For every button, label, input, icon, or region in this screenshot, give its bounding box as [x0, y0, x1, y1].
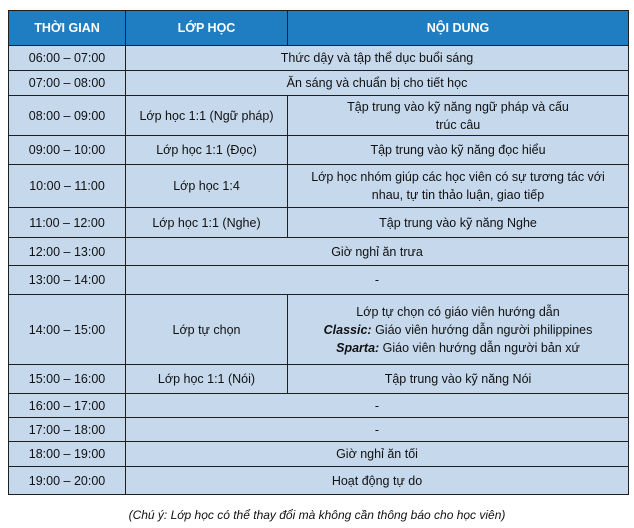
time-cell: 16:00 – 17:00	[9, 394, 126, 418]
class-cell: Lớp học 1:1 (Đọc)	[126, 136, 288, 165]
content-cell: Giờ nghỉ ăn trưa	[126, 238, 629, 266]
table-header-row	[9, 11, 629, 46]
time-cell: 17:00 – 18:00	[9, 418, 126, 442]
header-class: LỚP HỌC	[126, 11, 288, 46]
table-row	[9, 394, 629, 418]
table-row	[9, 96, 629, 136]
content-cell: Tập trung vào kỹ năng Nói	[288, 365, 629, 394]
time-cell: 19:00 – 20:00	[9, 467, 126, 495]
time-cell: 08:00 – 09:00	[9, 96, 126, 136]
content-line: Lớp tự chọn có giáo viên hướng dẫn	[356, 304, 560, 319]
table-row	[9, 208, 629, 238]
class-cell: Lớp học 1:1 (Nghe)	[126, 208, 288, 238]
class-cell: Lớp tự chọn	[126, 295, 288, 365]
time-cell: 13:00 – 14:00	[9, 266, 126, 295]
sparta-label: Sparta:	[336, 340, 380, 355]
content-cell: Ăn sáng và chuẩn bị cho tiết học	[126, 71, 629, 96]
time-cell: 10:00 – 11:00	[9, 165, 126, 208]
content-line: Tập trung vào kỹ năng ngữ pháp và cấu	[347, 99, 569, 114]
table-row	[9, 136, 629, 165]
table-row	[9, 442, 629, 467]
header-content: NỘI DUNG	[288, 11, 629, 46]
class-cell: Lớp học 1:4	[126, 165, 288, 208]
time-cell: 12:00 – 13:00	[9, 238, 126, 266]
time-cell: 15:00 – 16:00	[9, 365, 126, 394]
content-cell	[288, 96, 629, 136]
time-cell: 14:00 – 15:00	[9, 295, 126, 365]
time-cell: 18:00 – 19:00	[9, 442, 126, 467]
content-cell	[288, 165, 629, 208]
content-cell: Hoạt động tự do	[126, 467, 629, 495]
table-row	[9, 238, 629, 266]
class-cell: Lớp học 1:1 (Nói)	[126, 365, 288, 394]
classic-label: Classic:	[323, 322, 372, 337]
table-row	[9, 165, 629, 208]
table-row	[9, 71, 629, 96]
header-time: THỜI GIAN	[9, 11, 126, 46]
table-row	[9, 467, 629, 495]
sparta-text: Giáo viên hướng dẫn người bản xứ	[379, 340, 580, 355]
content-line: Lớp học nhóm giúp các học viên có sự tương tác với	[311, 170, 605, 184]
content-line: nhau, tự tin thảo luận, giao tiếp	[371, 188, 545, 202]
table-row	[9, 46, 629, 71]
table-row	[9, 418, 629, 442]
content-cell: -	[126, 394, 629, 418]
footnote: (Chú ý: Lớp học có thể thay đổi mà không cần thông báo cho học viên)	[128, 508, 506, 522]
time-cell: 06:00 – 07:00	[9, 46, 126, 71]
class-cell: Lớp học 1:1 (Ngữ pháp)	[126, 96, 288, 136]
content-cell: -	[126, 266, 629, 295]
content-cell: Tập trung vào kỹ năng Nghe	[288, 208, 629, 238]
content-line: trúc câu	[435, 117, 481, 132]
time-cell: 07:00 – 08:00	[9, 71, 126, 96]
content-cell: Giờ nghỉ ăn tối	[126, 442, 629, 467]
content-cell	[288, 295, 629, 365]
table-row	[9, 266, 629, 295]
schedule-table	[8, 10, 629, 495]
table-row	[9, 365, 629, 394]
classic-text: Giáo viên hướng dẫn người philippines	[371, 322, 593, 337]
time-cell: 11:00 – 12:00	[9, 208, 126, 238]
table-row	[9, 295, 629, 365]
content-cell: Thức dậy và tập thể dục buổi sáng	[126, 46, 629, 71]
content-cell: Tập trung vào kỹ năng đọc hiểu	[288, 136, 629, 165]
content-cell: -	[126, 418, 629, 442]
time-cell: 09:00 – 10:00	[9, 136, 126, 165]
